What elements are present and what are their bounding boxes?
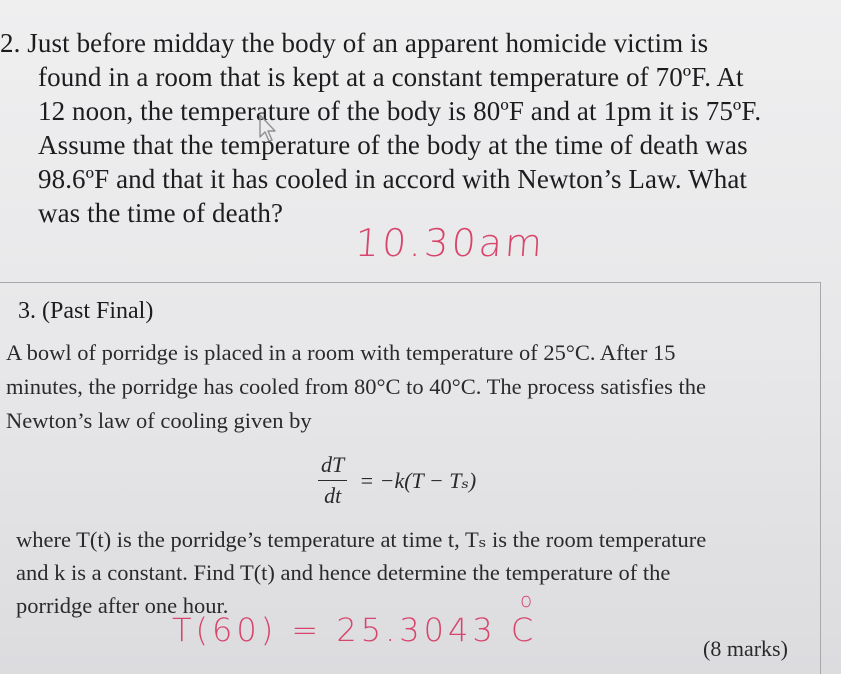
derivative-fraction (318, 452, 347, 509)
fraction-numerator: dT (318, 452, 347, 481)
question-3-where-line-1: where T(t) is the porridge’s temperature at time t, Tₛ is the room temperature (16, 527, 707, 552)
question-3-text (6, 336, 821, 438)
question-3-instructions (16, 523, 821, 622)
mouse-pointer-icon (258, 113, 280, 143)
question-2-line-5: 98.6ºF and that it has cooled in accord with Newton’s Law. What (38, 164, 748, 194)
question-3-handwritten-answer: T(60) = 25.3043 C (172, 611, 538, 649)
newton-cooling-equation (318, 452, 476, 509)
question-3-line-3: Newton’s law of cooling given by (6, 408, 312, 433)
question-3-where-line-2: and k is a constant. Find T(t) and hence determine the temperature of the (16, 560, 671, 585)
question-2-line-1: 2. Just before midday the body of an apparent homicide victim is (0, 28, 709, 58)
question-2-line-2: found in a room that is kept at a constant temperature of 70ºF. At (38, 62, 744, 92)
equation-right-side: = −k(T − Tₛ) (359, 467, 477, 493)
fraction-denominator: dt (324, 483, 342, 508)
marks-label: (8 marks) (703, 636, 788, 661)
question-2-line-4: Assume that the temperature of the body at the time of death was (38, 130, 748, 160)
question-3-line-2: minutes, the porridge has cooled from 80°C to 40°C. The process satisfies the (6, 374, 706, 399)
question-2 (0, 26, 820, 230)
handwritten-degree-mark: o (520, 588, 533, 612)
question-3-line-1: A bowl of porridge is placed in a room with temperature of 25°C. After 15 (6, 340, 676, 365)
question-2-line-3: 12 noon, the temperature of the body is 80ºF and at 1pm it is 75ºF. (38, 96, 762, 126)
question-3-where-line-3: porridge after one hour. (16, 593, 229, 618)
question-2-handwritten-answer: 10.30am (353, 221, 547, 265)
question-2-line-6: was the time of death? (38, 198, 284, 228)
question-3-heading: 3. (Past Final) (18, 298, 154, 324)
